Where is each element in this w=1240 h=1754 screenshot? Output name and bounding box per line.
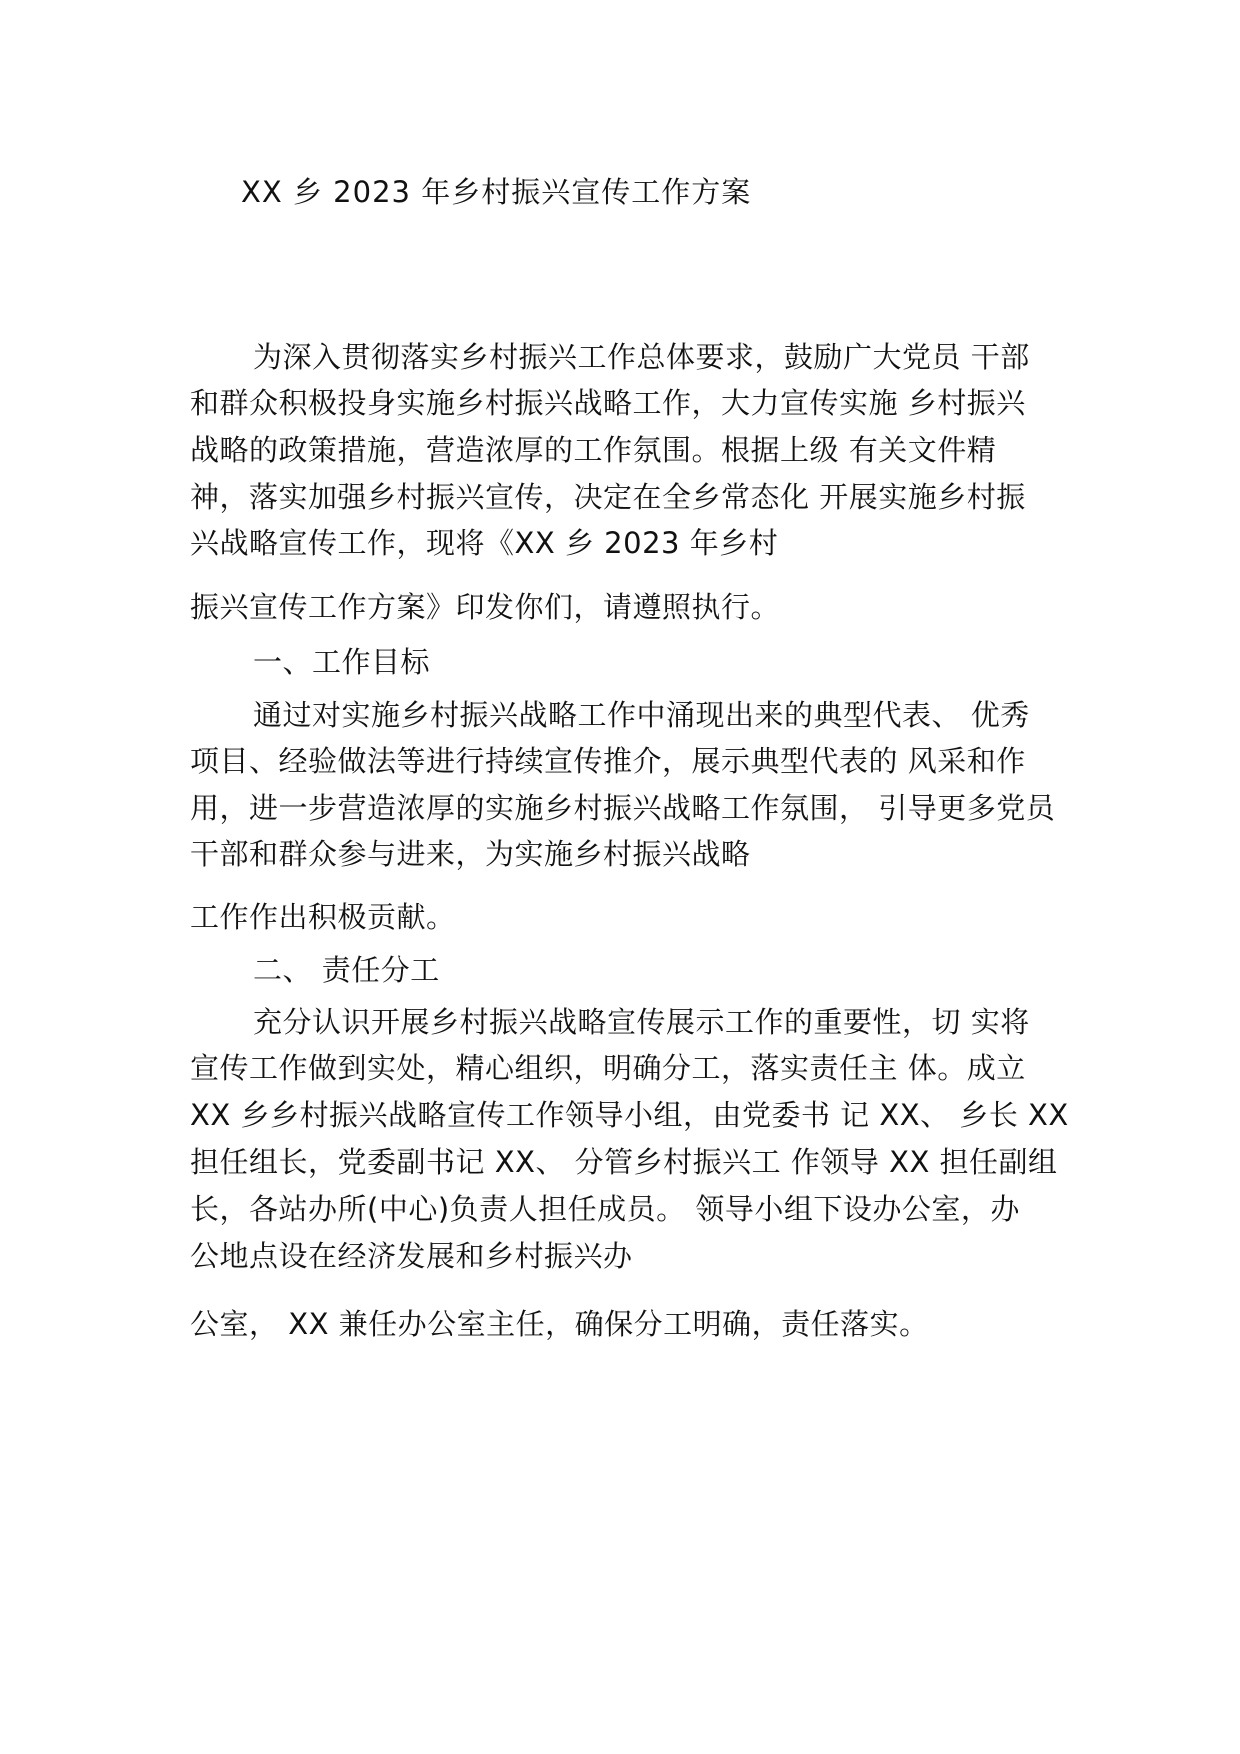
section2-line-5: 长，各站办所(中心)负责人担任成员。 领导小组下设办公室，办: [190, 1192, 1020, 1226]
section1-line-2: 项目、经验做法等进行持续宣传推介，展示典型代表的 风采和作: [190, 744, 1026, 778]
intro-line-5: 兴战略宣传工作，现将《XX 乡 2023 年乡村: [190, 526, 779, 560]
section2-heading: 二、 责任分工: [253, 953, 440, 987]
section2-line-7: 公室， XX 兼任办公室主任，确保分工明确，责任落实。: [190, 1307, 929, 1341]
intro-line-3: 战略的政策措施，营造浓厚的工作氛围。根据上级 有关文件精: [190, 433, 997, 467]
section1-line-1: 通过对实施乡村振兴战略工作中涌现出来的典型代表、 优秀: [253, 698, 1030, 732]
intro-line-6: 振兴宣传工作方案》印发你们，请遵照执行。: [190, 590, 781, 624]
section2-line-6: 公地点设在经济发展和乡村振兴办: [190, 1239, 633, 1273]
intro-line-1: 为深入贯彻落实乡村振兴工作总体要求，鼓励广大党员 干部: [253, 340, 1030, 374]
section1-line-3: 用，进一步营造浓厚的实施乡村振兴战略工作氛围， 引导更多党员: [190, 791, 1056, 825]
section2-line-4: 担任组长，党委副书记 XX、 分管乡村振兴工 作领导 XX 担任副组: [190, 1145, 1058, 1179]
intro-line-2: 和群众积极投身实施乡村振兴战略工作，大力宣传实施 乡村振兴: [190, 386, 1026, 420]
document-title: XX 乡 2023 年乡村振兴宣传工作方案: [241, 175, 752, 209]
section1-line-5: 工作作出积极贡献。: [190, 900, 456, 934]
section2-line-1: 充分认识开展乡村振兴战略宣传展示工作的重要性，切 实将: [253, 1005, 1030, 1039]
intro-line-4: 神，落实加强乡村振兴宣传，决定在全乡常态化 开展实施乡村振: [190, 480, 1026, 514]
section1-heading: 一、工作目标: [253, 645, 431, 679]
section1-line-4: 干部和群众参与进来，为实施乡村振兴战略: [190, 837, 751, 871]
section2-line-2: 宣传工作做到实处，精心组织，明确分工，落实责任主 体。成立: [190, 1051, 1026, 1085]
section2-line-3: XX 乡乡村振兴战略宣传工作领导小组，由党委书 记 XX、 乡长 XX: [190, 1098, 1069, 1132]
